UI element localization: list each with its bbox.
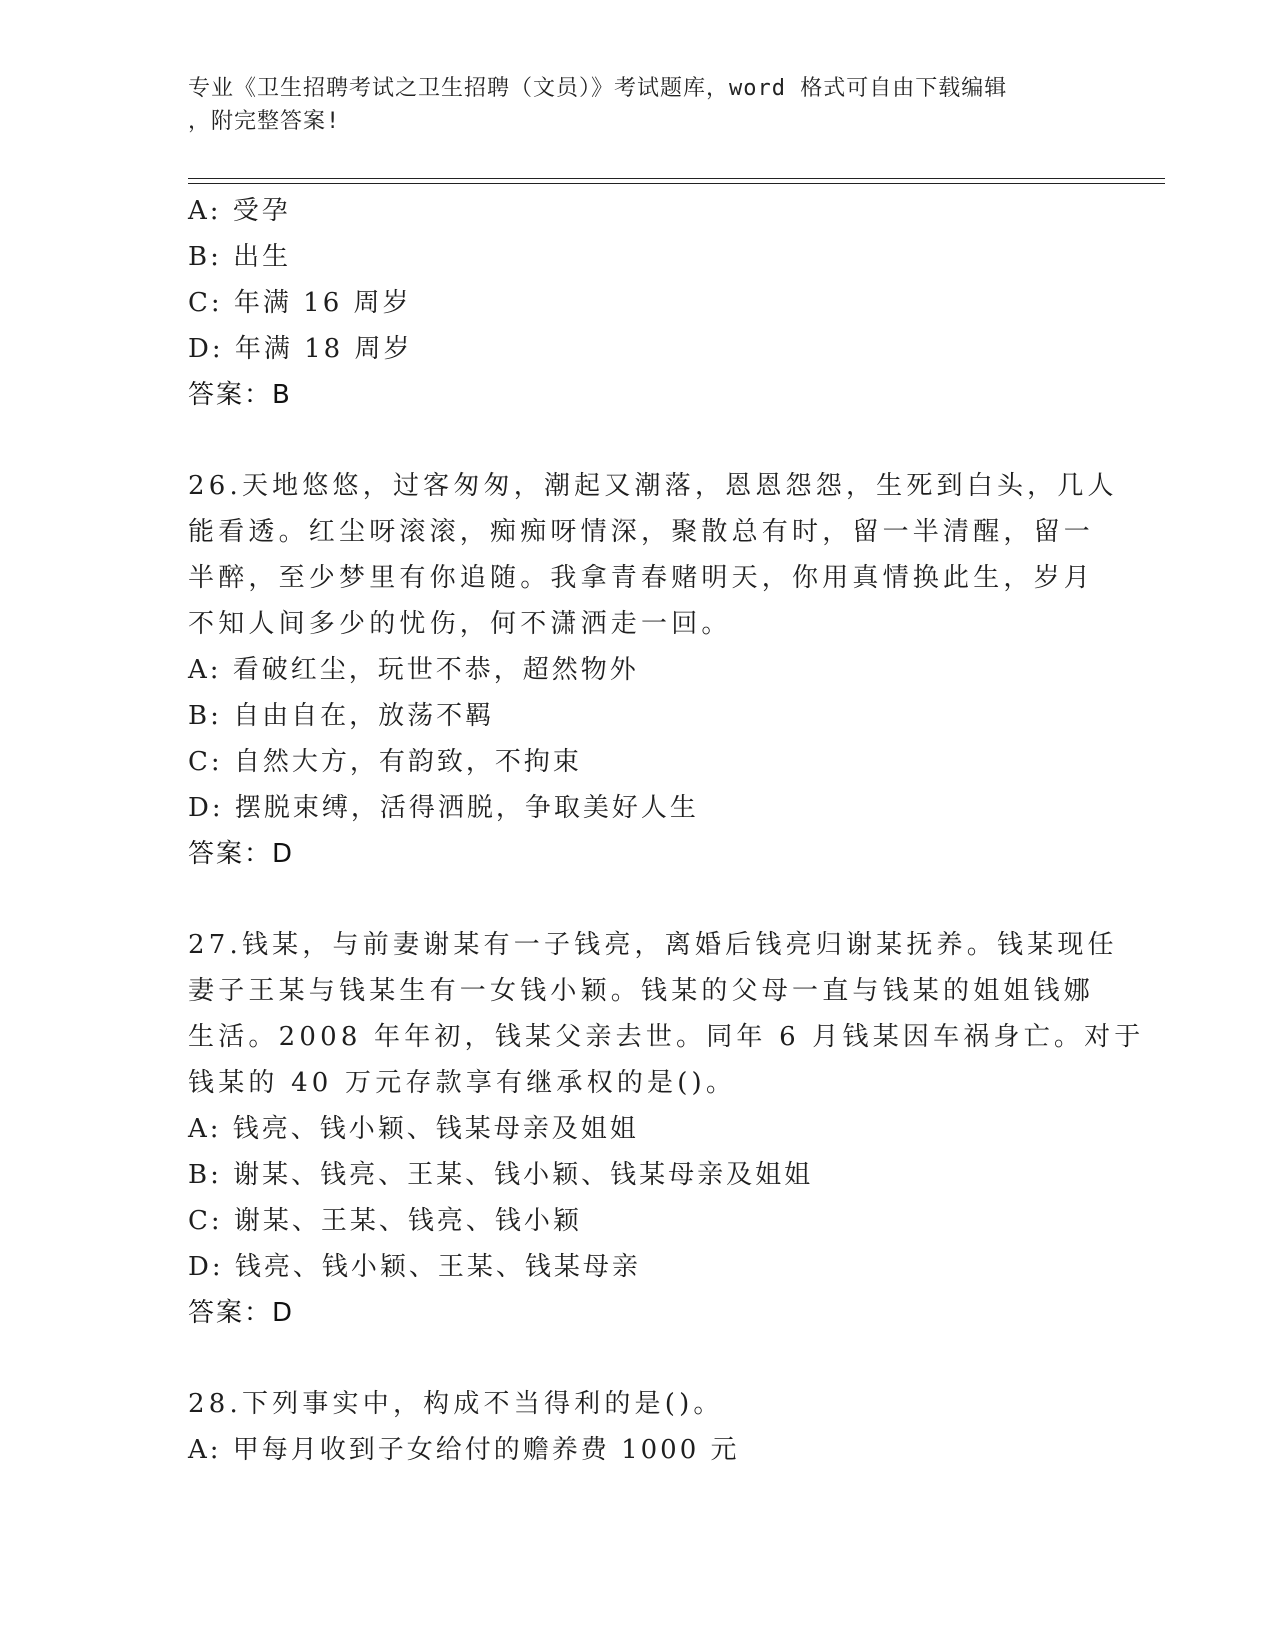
option-c: C: 谢某、王某、钱亮、钱小颖 <box>188 1206 582 1236</box>
question-line: 妻子王某与钱某生有一女钱小颖。钱某的父母一直与钱某的姐姐钱娜 <box>188 976 1095 1006</box>
option-b: B: 自由自在，放荡不羁 <box>188 701 495 731</box>
question-line: 26.天地悠悠，过客匆匆，潮起又潮落，恩恩怨怨，生死到白头，几人 <box>188 471 1118 501</box>
header-line-1: 专业《卫生招聘考试之卫生招聘（文员）》考试题库，word 格式可自由下载编辑 <box>188 76 1008 101</box>
question-27-options <box>188 1106 1088 1290</box>
option-d: D: 摆脱束缚，活得洒脱，争取美好人生 <box>188 793 699 823</box>
question-line: 27.钱某，与前妻谢某有一子钱亮，离婚后钱亮归谢某抚养。钱某现任 <box>188 930 1118 960</box>
question-28-options <box>188 1427 1088 1473</box>
option-b: B: 谢某、钱亮、王某、钱小颖、钱某母亲及姐姐 <box>188 1160 814 1190</box>
answer-26: 答案：D <box>188 839 295 869</box>
answer-27: 答案：D <box>188 1298 295 1328</box>
question-list <box>188 188 1145 1473</box>
option-a: A: 看破红尘，玩世不恭，超然物外 <box>188 655 639 685</box>
question-line: 不知人间多少的忧伤，何不潇洒走一回。 <box>188 609 732 639</box>
spacer <box>188 877 1088 922</box>
question-25-options <box>188 188 1088 372</box>
option-a: A: 钱亮、钱小颖、钱某母亲及姐姐 <box>188 1114 639 1144</box>
answer-25: 答案：B <box>188 380 292 410</box>
page-header <box>188 72 1088 138</box>
question-line: 能看透。红尘呀滚滚，痴痴呀情深，聚散总有时，留一半清醒，留一 <box>188 517 1095 547</box>
question-line: 钱某的 40 万元存款享有继承权的是()。 <box>188 1068 737 1098</box>
question-26-options <box>188 647 1088 831</box>
question-line: 28.下列事实中，构成不当得利的是()。 <box>188 1389 724 1419</box>
option-d: D: 年满 18 周岁 <box>188 334 413 364</box>
question-line: 半醉，至少梦里有你追随。我拿青春赌明天，你用真情换此生，岁月 <box>188 563 1095 593</box>
spacer <box>188 418 1088 463</box>
option-b: B: 出生 <box>188 242 292 272</box>
spacer <box>188 1336 1088 1381</box>
question-26-text <box>188 463 1118 647</box>
header-line-2: ，附完整答案! <box>188 109 341 134</box>
header-divider-top <box>188 178 1165 179</box>
option-a: A: 受孕 <box>188 196 291 226</box>
option-a: A: 甲每月收到子女给付的赡养费 1000 元 <box>188 1435 740 1465</box>
question-27-text <box>188 922 1145 1106</box>
header-divider-bottom <box>188 183 1165 184</box>
option-c: C: 年满 16 周岁 <box>188 288 412 318</box>
option-c: C: 自然大方，有韵致，不拘束 <box>188 747 582 777</box>
question-28-text <box>188 1381 1088 1427</box>
question-line: 生活。2008 年年初，钱某父亲去世。同年 6 月钱某因车祸身亡。对于 <box>188 1022 1145 1052</box>
option-d: D: 钱亮、钱小颖、王某、钱某母亲 <box>188 1252 641 1282</box>
